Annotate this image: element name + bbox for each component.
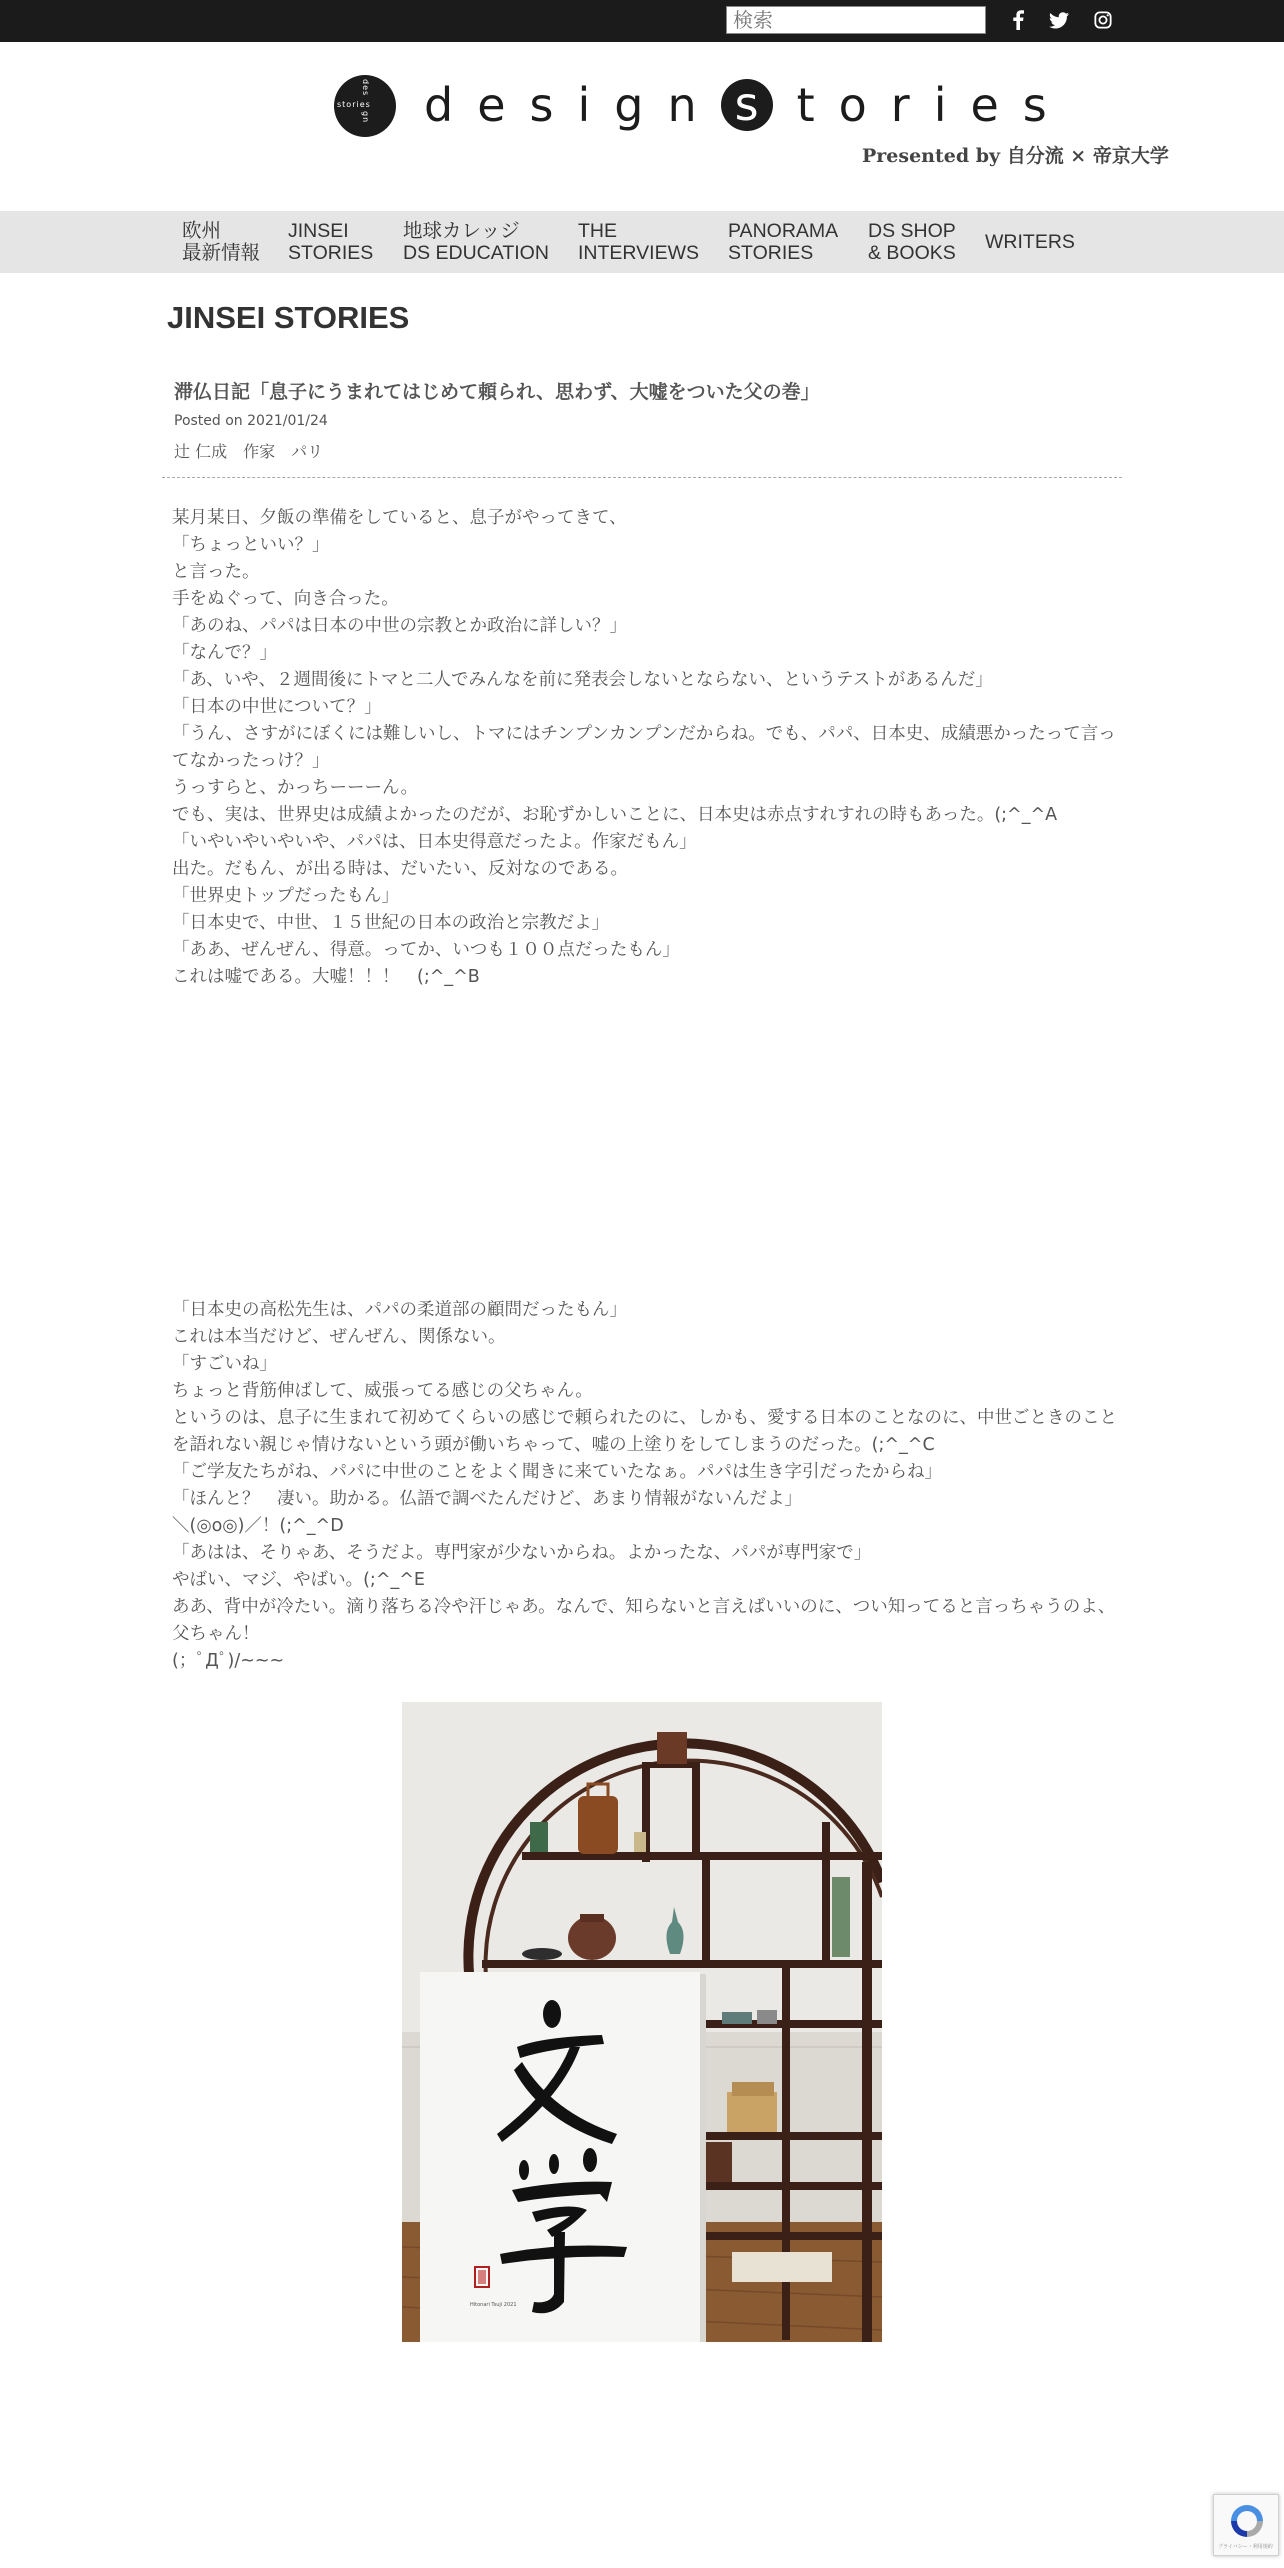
article-line: (；ﾟДﾟ)/~~~ (172, 1651, 285, 1671)
article-line: 「あはは、そりゃあ、そうだよ。専門家が少ないからね。よかったな、パパが専門家で」 (172, 1543, 872, 1563)
article-line: 「うん、さすがにぼくには難しいし、トマにはチンプンカンプンだからね。でも、パパ、日本史、成績悪かったって言ってなかったっけ？」 (172, 724, 1116, 771)
nav-item-europe-news[interactable] (182, 220, 260, 264)
nav-item-label: DS SHOP (868, 220, 956, 242)
top-bar (0, 0, 1284, 42)
twitter-icon[interactable] (1044, 6, 1074, 34)
nav-item-label: DS EDUCATION (403, 242, 549, 264)
instagram-icon[interactable] (1088, 6, 1118, 34)
article-line: 「世界史トップだったもん」 (172, 886, 399, 906)
nav-item-label: THE (578, 220, 617, 242)
article-line: 「日本史で、中世、１５世紀の日本の政治と宗教だよ」 (172, 913, 610, 933)
nav-item-label: PANORAMA (728, 220, 839, 242)
article-line: ちょっと背筋伸ばして、威張ってる感じの父ちゃん。 (172, 1381, 593, 1401)
article-line: 「あのね、パパは日本の中世の宗教とか政治に詳しい？」 (172, 616, 627, 636)
post-date: Posted on 2021/01/24 (174, 413, 328, 429)
tag-link[interactable]: 作家 (243, 442, 276, 461)
search-input[interactable] (726, 6, 986, 34)
article-line: 「いやいやいやいや、パパは、日本史得意だったよ。作家だもん」 (172, 832, 697, 852)
nav-item-writers[interactable] (985, 231, 1075, 253)
nav-item-ds-education[interactable] (403, 220, 549, 264)
nav-item-ds-shop[interactable] (868, 220, 956, 264)
article-line: やばい、マジ、やばい。(;^_^E (172, 1570, 425, 1590)
article-line: 「日本の中世について？」 (172, 697, 382, 717)
nav-item-jinsei-stories[interactable] (288, 220, 373, 264)
article-line: 「ああ、ぜんぜん、得意。ってか、いつも１００点だったもん」 (172, 940, 680, 960)
article-body-part-2 (172, 1297, 1120, 1675)
article-line: でも、実は、世界史は成績よかったのだが、お恥ずかしいことに、日本史は赤点すれすれの時もあった。(;^_^A (172, 805, 1058, 825)
nav-item-label: 欧州 (182, 220, 222, 242)
nav-item-label: STORIES (728, 242, 814, 264)
article-line: 「なんで？」 (172, 643, 277, 663)
article-line: というのは、息子に生まれて初めてくらいの感じで頼られたのに、しかも、愛する日本のことなのに、中世ごときのことを語れない親じゃ情けないという頭が働いちゃって、嘘の上塗りをしてしまうのだった。(;^_^C (172, 1408, 1117, 1455)
main-nav (0, 211, 1284, 273)
nav-item-label: 地球カレッジ (403, 220, 520, 242)
nav-item-interviews[interactable] (578, 220, 699, 264)
section-title: JINSEI STORIES (167, 300, 410, 335)
calligraphy-photo-illustration (402, 1702, 882, 2342)
logo-wordmark: design s tories (424, 76, 1071, 132)
post-tags (174, 439, 323, 462)
article-line: 「日本史の高松先生は、パパの柔道部の顧問だったもん」 (172, 1300, 627, 1320)
tag-link[interactable]: パリ (291, 442, 324, 461)
nav-item-label: JINSEI (288, 220, 349, 242)
article-line: と言った。 (172, 562, 260, 582)
article-line: 「ご学友たちがね、パパに中世のことをよく聞きに来ていたなぁ。パパは生き字引だったからね」 (172, 1462, 942, 1482)
divider (162, 477, 1122, 478)
article-line: 出た。だもん、が出る時は、だいたい、反対なのである。 (172, 859, 629, 879)
nav-item-label: WRITERS (985, 231, 1075, 253)
article-line: うっすらと、かっちーーーん。 (172, 778, 419, 798)
article-line: ああ、背中が冷たい。滴り落ちる冷や汗じゃあ。なんで、知らないと言えばいいのに、つい知ってると言っちゃうのよ、父ちゃん！ (172, 1597, 1116, 1644)
article-photo (402, 1702, 882, 2342)
nav-item-label: & BOOKS (868, 242, 956, 264)
recaptcha-text: プライバシー・利用規約 (1218, 2544, 1273, 2550)
logo-emblem: des stories gn (334, 75, 396, 137)
article-line: 「ほんと？ 凄い。助かる。仏語で調べたんだけど、あまり情報がないんだよ」 (172, 1489, 802, 1509)
nav-item-label: STORIES (288, 242, 374, 264)
article-body-part-1 (172, 505, 1120, 991)
tag-link[interactable]: 辻 仁成 (174, 442, 228, 461)
presented-by: Presented by 自分流 × 帝京大学 (862, 145, 1169, 167)
nav-item-label: 最新情報 (182, 242, 261, 264)
calligraphy-signature: Hitonari Tsuji 2021 (470, 2302, 517, 2308)
article-line: ＼(◎o◎)／！(;^_^D (172, 1516, 344, 1536)
recaptcha-icon (1227, 2501, 1267, 2541)
article-line: 手をぬぐって、向き合った。 (172, 589, 399, 609)
article-line: 某月某日、夕飯の準備をしていると、息子がやってきて、 (172, 508, 627, 528)
nav-item-label: INTERVIEWS (578, 242, 699, 264)
recaptcha-badge[interactable] (1213, 2494, 1279, 2556)
article-line: 「あ、いや、２週間後にトマと二人でみんなを前に発表会しないとならない、というテストがあるんだ」 (172, 670, 993, 690)
article-line: これは本当だけど、ぜんぜん、関係ない。 (172, 1327, 506, 1347)
site-logo[interactable] (334, 72, 1071, 142)
article-line: 「ちょっといい？」 (172, 535, 330, 555)
nav-item-panorama-stories[interactable] (728, 220, 838, 264)
facebook-icon[interactable] (1003, 6, 1033, 34)
post-title: 滞仏日記「息子にうまれてはじめて頼られ、思わず、大嘘をついた父の巻」 (174, 381, 820, 403)
article-line: 「すごいね」 (172, 1354, 277, 1374)
article-line: これは嘘である。大嘘！！！ (;^_^B (172, 967, 480, 987)
